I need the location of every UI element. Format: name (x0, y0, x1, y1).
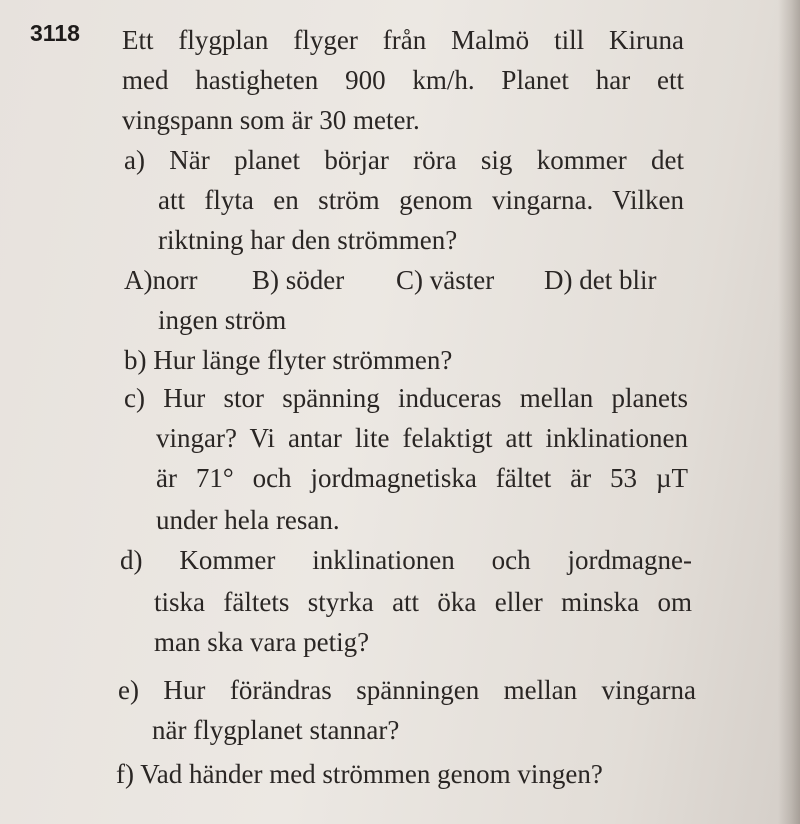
question-d-line-1: d) Kommer inklinationen och jordmagne- (120, 545, 692, 575)
option-b: B) söder (252, 265, 345, 295)
question-a-line-1: a) När planet börjar röra sig kommer det (124, 145, 684, 175)
option-a: A)norr (124, 265, 198, 295)
question-e-line-1: e) Hur förändras spänningen mellan vingarna (118, 675, 696, 705)
question-a-line-2: att flyta en ström genom vingarna. Vilken (158, 185, 684, 215)
option-d: D) det blir (544, 265, 657, 295)
option-d-continued: ingen ström (158, 305, 287, 335)
intro-line-3: vingspann som är 30 meter. (122, 105, 420, 135)
page-shadow-edge (778, 0, 800, 824)
question-c-line-1: c) Hur stor spänning induceras mellan planets (124, 383, 688, 413)
question-f-line-1: f) Vad händer med strömmen genom vingen? (116, 759, 603, 789)
intro-line-1: Ett flygplan flyger från Malmö till Kiruna (122, 25, 684, 55)
question-b-line-1: b) Hur länge flyter strömmen? (124, 345, 453, 375)
option-c: C) väster (396, 265, 495, 295)
question-c-line-4: under hela resan. (156, 505, 340, 535)
intro-line-2: med hastigheten 900 km/h. Planet har ett (122, 65, 684, 95)
question-c-line-2: vingar? Vi antar lite felaktigt att inklinationen (156, 423, 688, 453)
problem-number: 3118 (30, 20, 80, 46)
question-e-line-2: när flygplanet stannar? (152, 715, 400, 745)
question-a-line-3: riktning har den strömmen? (158, 225, 458, 255)
question-d-line-2: tiska fältets styrka att öka eller minska om (154, 587, 692, 617)
question-d-line-3: man ska vara petig? (154, 627, 370, 657)
question-c-line-3: är 71° och jordmagnetiska fältet är 53 µT (156, 463, 688, 493)
